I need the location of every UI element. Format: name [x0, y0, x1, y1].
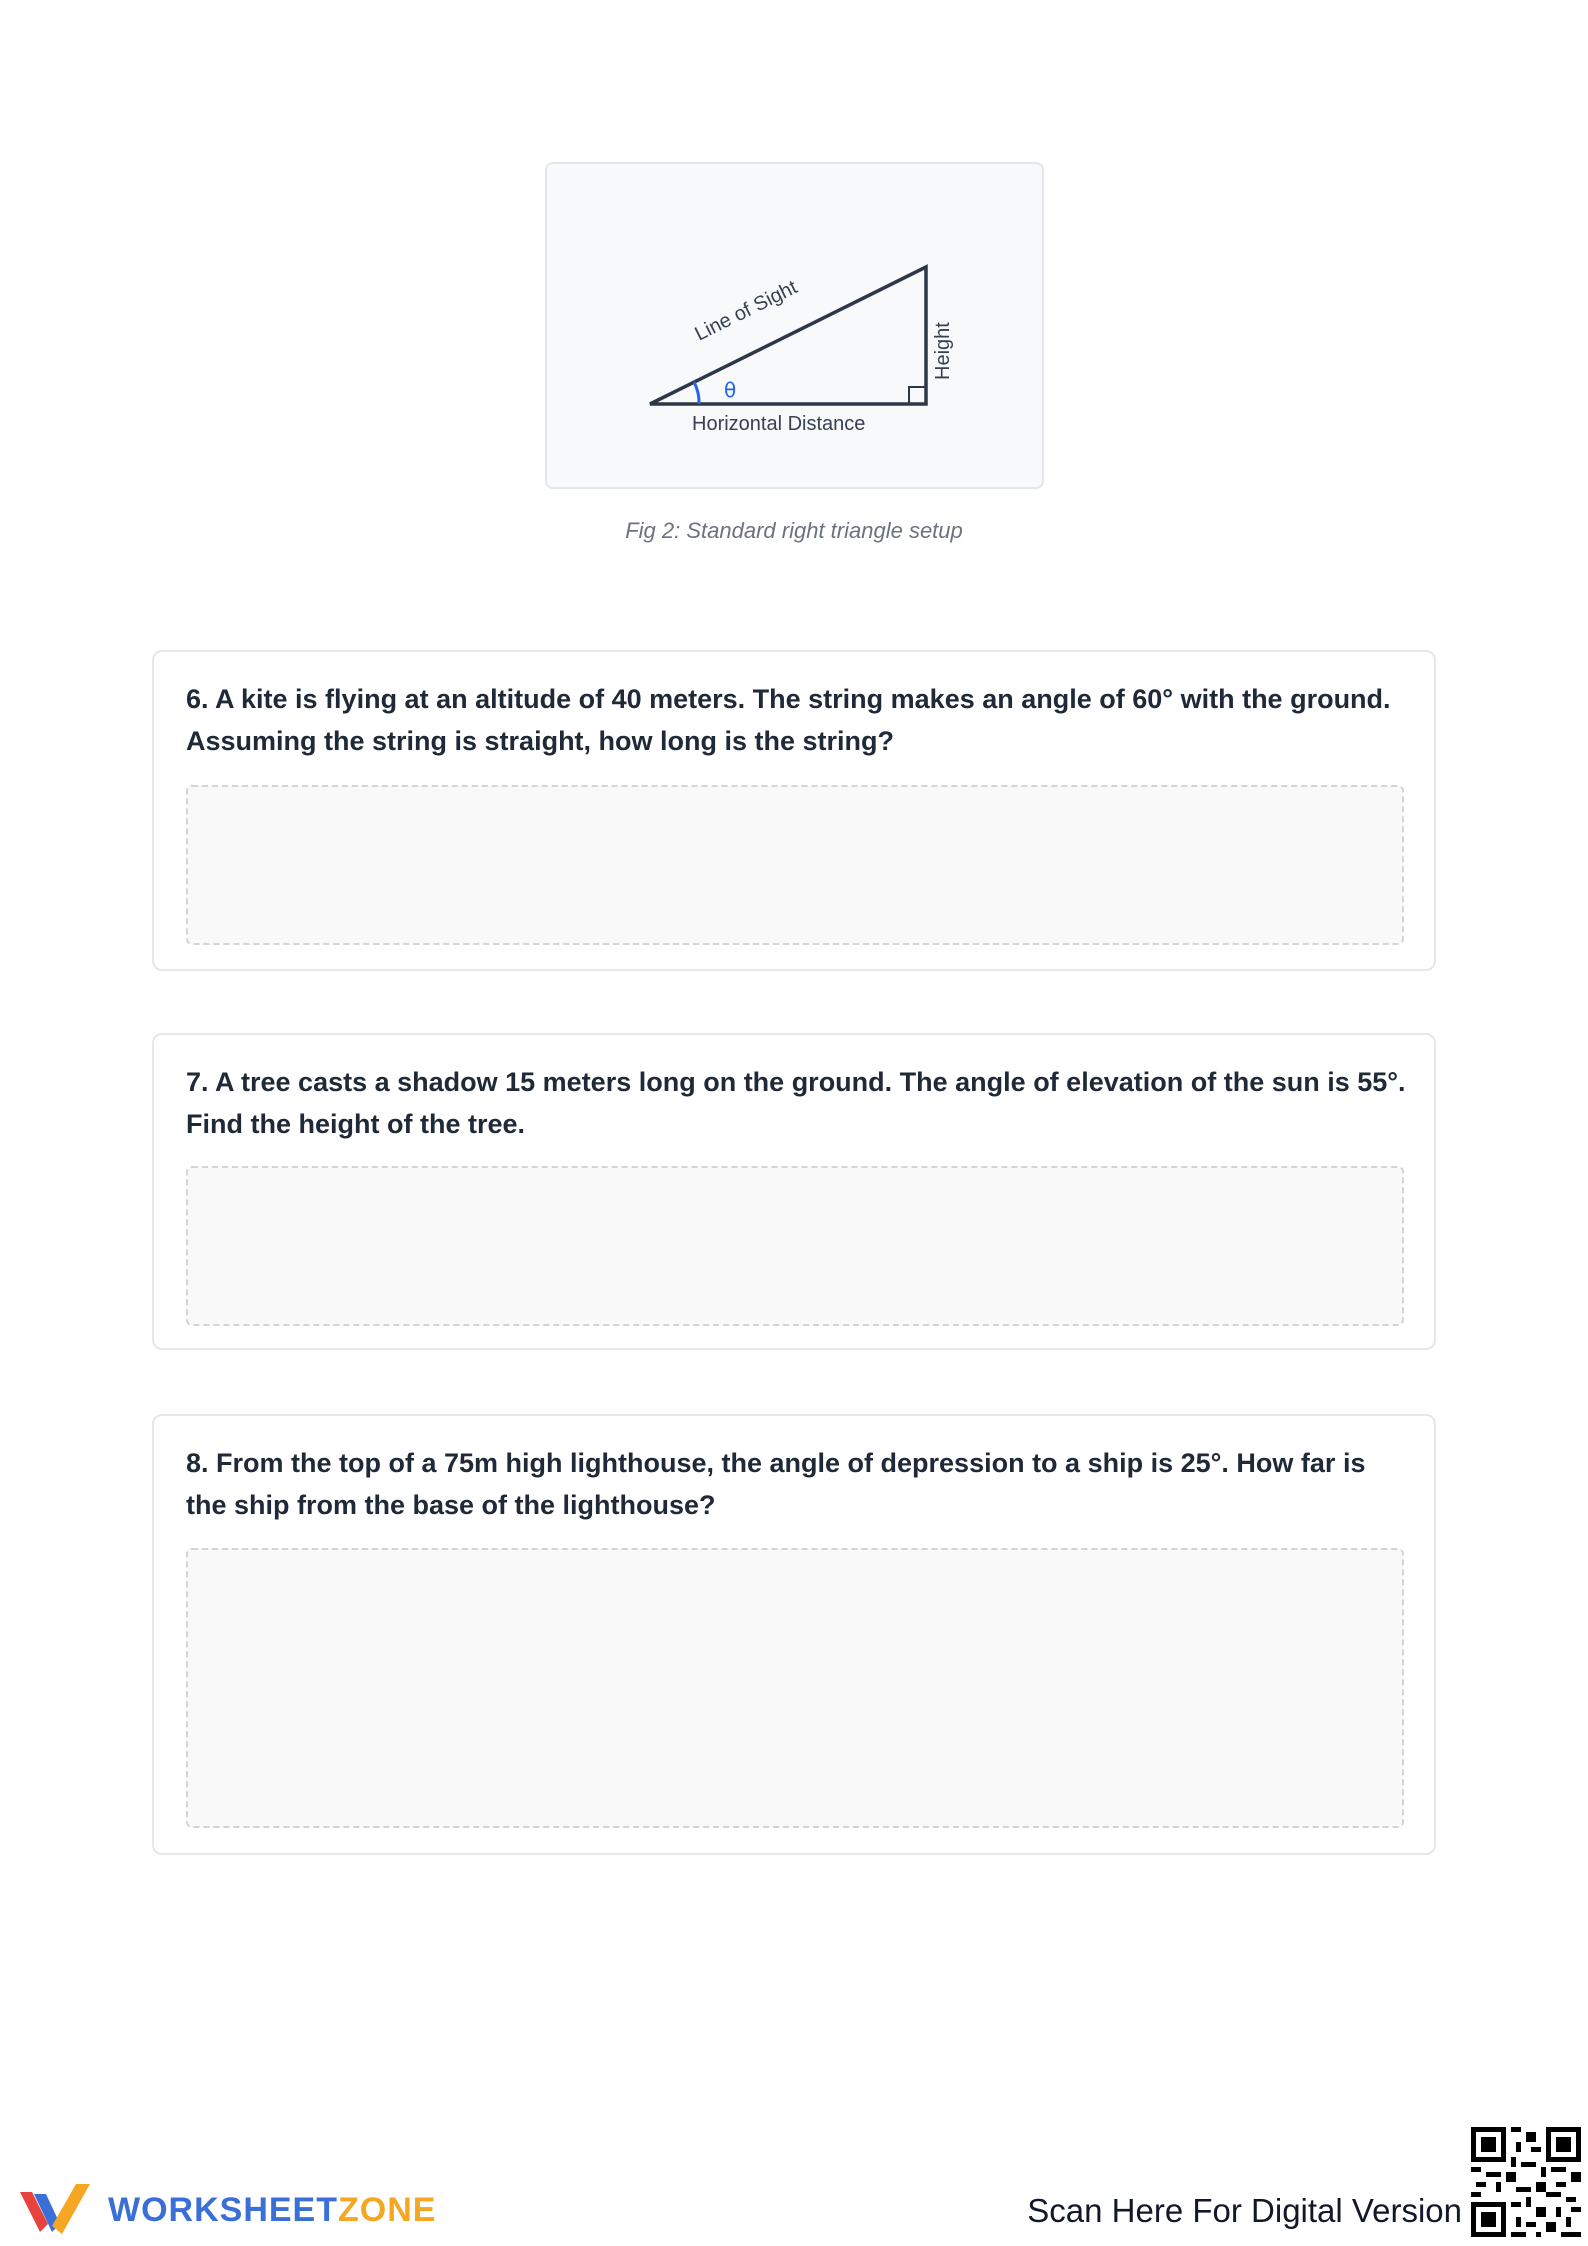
horizontal-distance-label: Horizontal Distance: [692, 413, 866, 435]
angle-label: θ: [724, 378, 737, 402]
scan-label: Scan Here For Digital Version: [1027, 2192, 1462, 2229]
height-label: Height: [932, 322, 954, 380]
angle-arc: [694, 382, 699, 404]
question-card: [152, 1033, 1436, 1350]
hypotenuse-label: Line of Sight: [691, 276, 801, 346]
triangle-figure: [545, 162, 1044, 489]
qr-code-icon[interactable]: [1471, 2127, 1581, 2237]
question-text: 7. A tree casts a shadow 15 meters long on the ground. The angle of elevation of the sun is 55°. Find the height of the tree.: [186, 1067, 1406, 1139]
question-text: 8. From the top of a 75m high lighthouse, the angle of depression to a ship is 25°. How far is the ship from the base of the lighthouse?: [186, 1448, 1366, 1520]
answer-box[interactable]: [186, 1166, 1404, 1326]
figure-caption: Fig 2: Standard right triangle setup: [625, 518, 963, 543]
question-text: 6. A kite is flying at an altitude of 40 meters. The string makes an angle of 60° with the ground. Assuming the string is straight, how long is the string?: [186, 684, 1391, 756]
question-card: [152, 1414, 1436, 1855]
answer-box[interactable]: [186, 785, 1404, 945]
brand-name-part2: ZONE: [338, 2191, 437, 2229]
right-angle-marker: [909, 387, 926, 404]
brand-name: [108, 2191, 436, 2230]
right-triangle-diagram: [547, 164, 1046, 491]
answer-box[interactable]: [186, 1548, 1404, 1828]
question-card: [152, 650, 1436, 971]
brand-name-part1: WORKSHEET: [108, 2191, 338, 2229]
